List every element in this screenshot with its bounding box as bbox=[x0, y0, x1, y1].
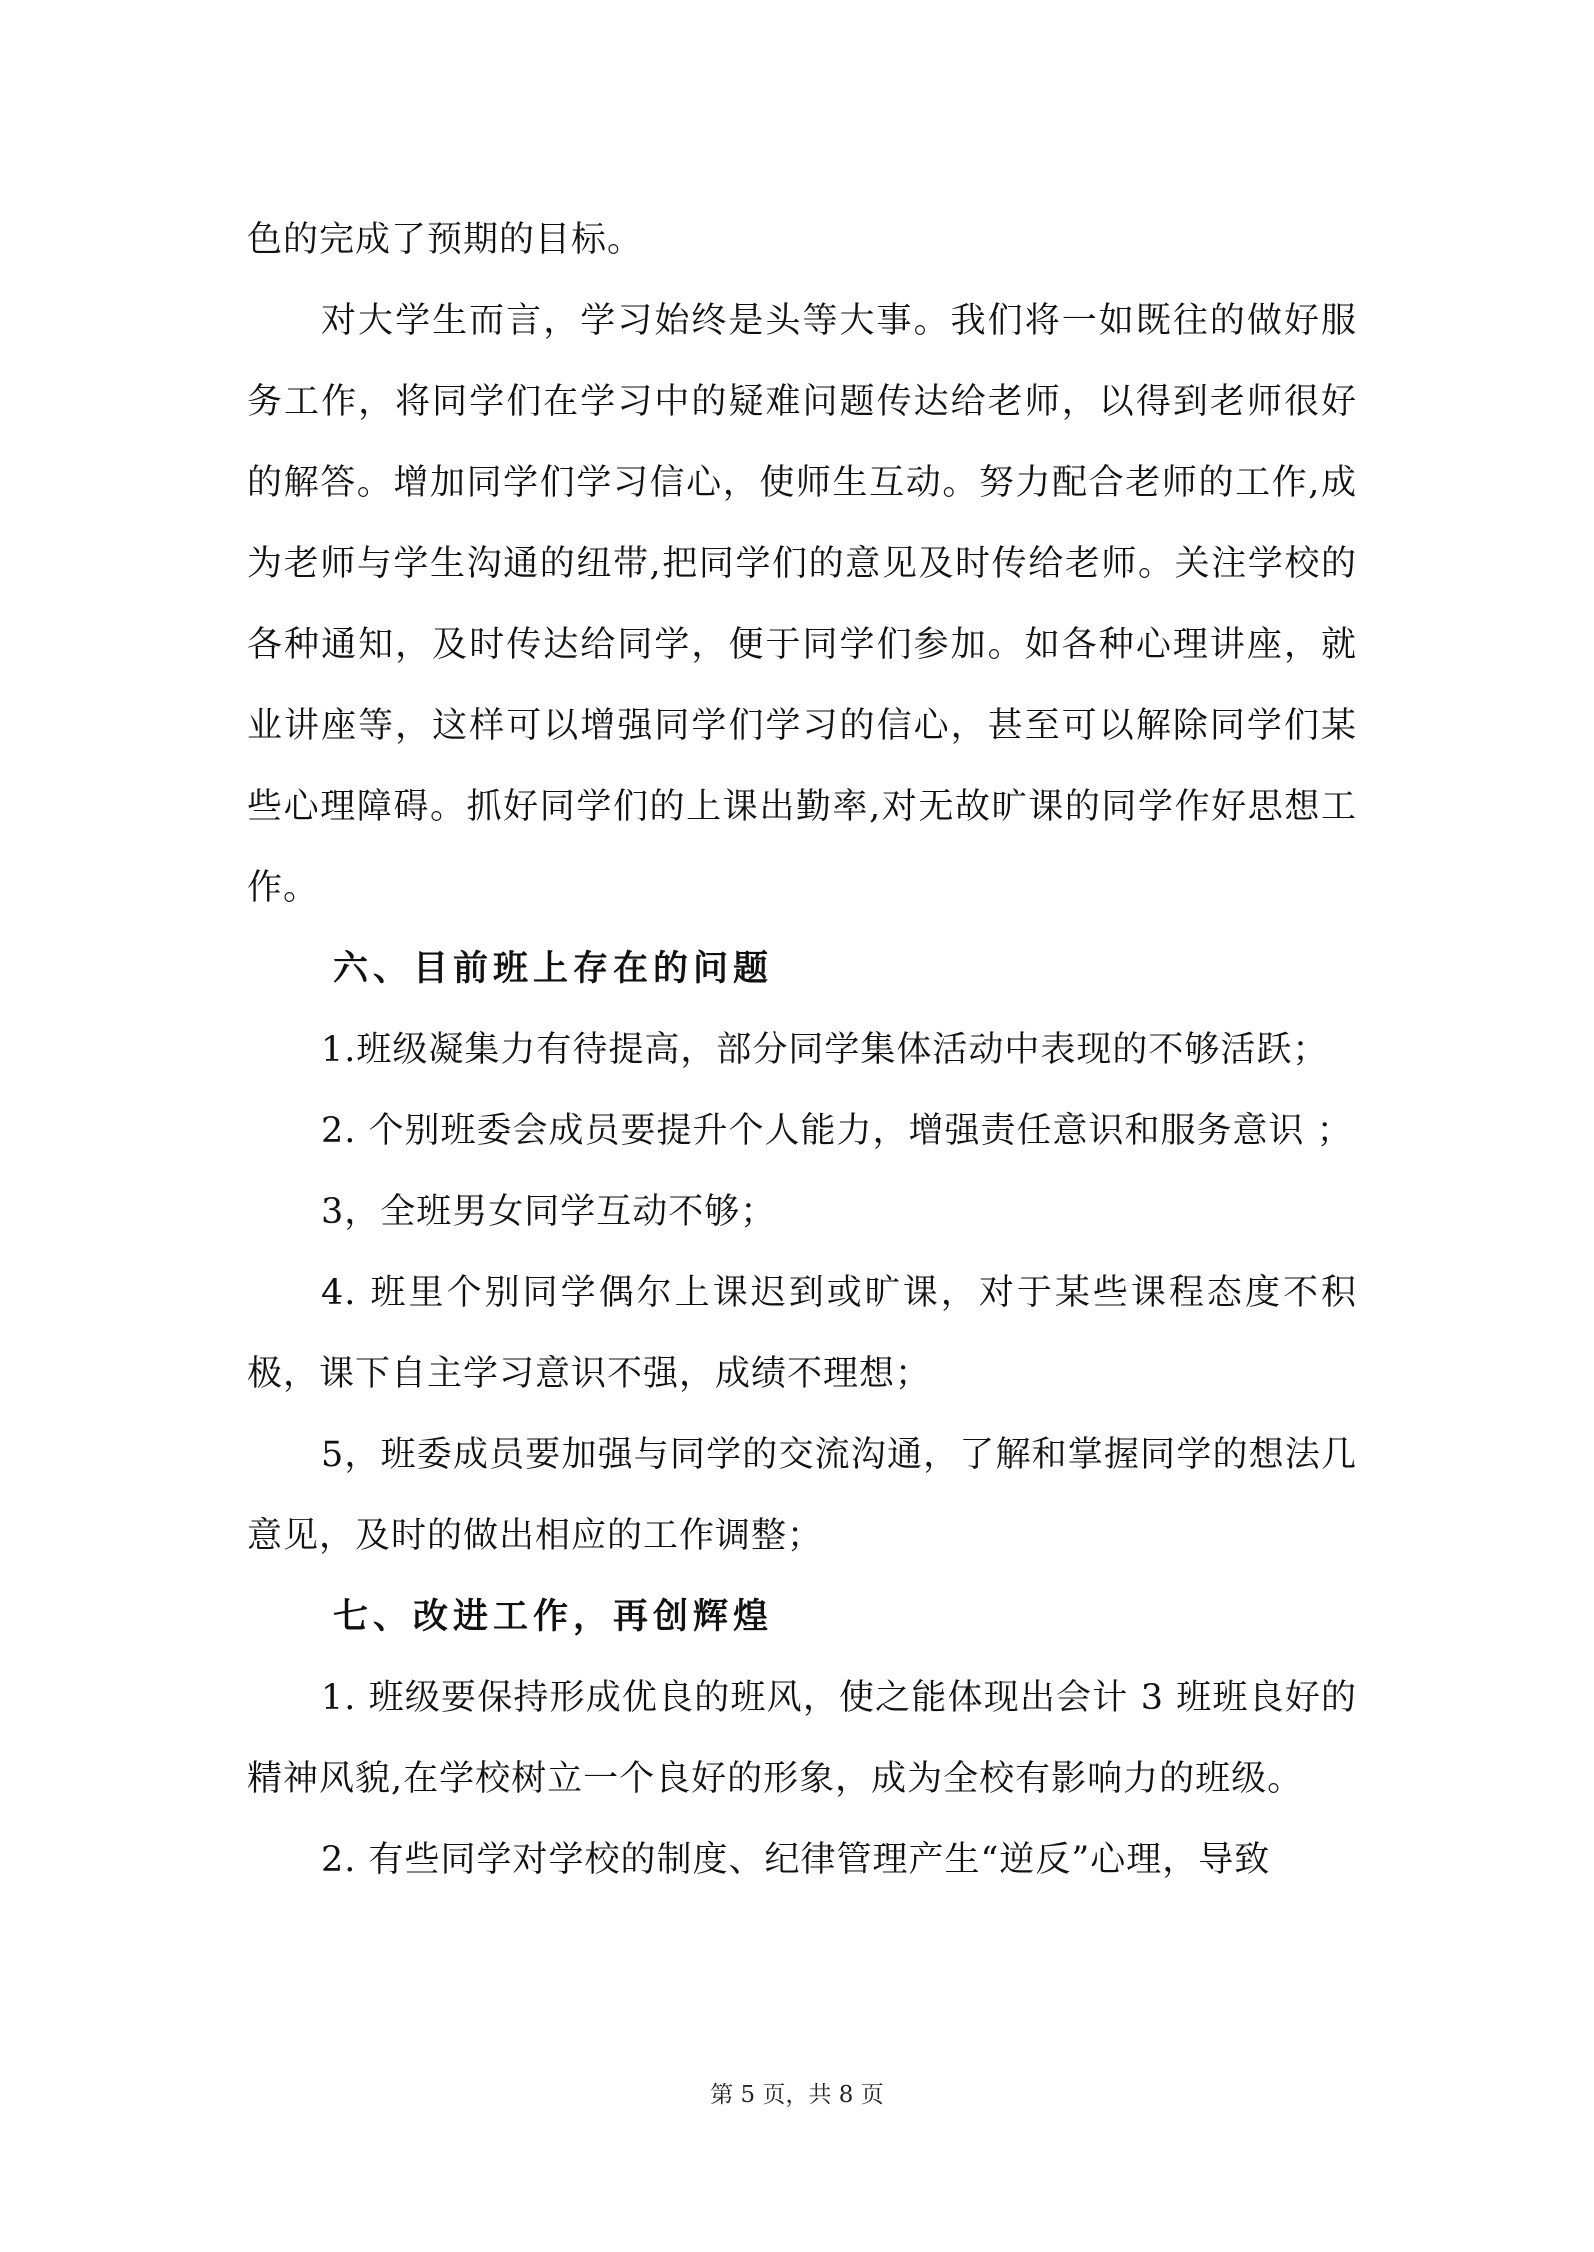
page-number: 第 5 页，共 8 页 bbox=[710, 2082, 884, 2108]
list-item: 1.班级凝集力有待提高，部分同学集体活动中表现的不够活跃； bbox=[321, 1030, 1329, 1070]
section-heading-6: 六、目前班上存在的问题 bbox=[333, 949, 774, 989]
list-item: 2. 个别班委会成员要提升个人能力，增强责任意识和服务意识 ； bbox=[321, 1111, 1353, 1151]
document-body bbox=[247, 200, 1357, 1901]
list-item: 1. 班级要保持形成优良的班风，使之能体现出会计 3 班班良好的精神风貌,在学校树立一个良好的形象，成为全校有影响力的班级。 bbox=[247, 1678, 1357, 1799]
paragraph-continuation: 色的完成了预期的目标。 bbox=[247, 220, 644, 260]
list-item: 3，全班男女同学互动不够； bbox=[321, 1192, 777, 1232]
list-item: 5，班委成员要加强与同学的交流沟通，了解和掌握同学的想法几意见，及时的做出相应的工作调整； bbox=[247, 1435, 1357, 1556]
list-item: 4. 班里个别同学偶尔上课迟到或旷课，对于某些课程态度不积极，课下自主学习意识不强，成绩不理想； bbox=[247, 1273, 1357, 1394]
paragraph-study: 对大学生而言，学习始终是头等大事。我们将一如既往的做好服务工作，将同学们在学习中的疑难问题传达给老师，以得到老师很好的解答。增加同学们学习信心，使师生互动。努力配合老师的工作,成为老师与学生沟通的纽带,把同学们的意见及时传给老师。关注学校的各种通知，及时传达给同学，便于同学们参加。如各种心理讲座，就业讲座等，这样可以增强同学们学习的信心，甚至可以解除同学们某些心理障碍。抓好同学们的上课出勤率,对无故旷课的同学作好思想工作。 bbox=[247, 301, 1357, 908]
list-item: 2. 有些同学对学校的制度、纪律管理产生“逆反”心理，导致 bbox=[321, 1840, 1271, 1880]
section-heading-7: 七、改进工作，再创辉煌 bbox=[333, 1597, 774, 1637]
